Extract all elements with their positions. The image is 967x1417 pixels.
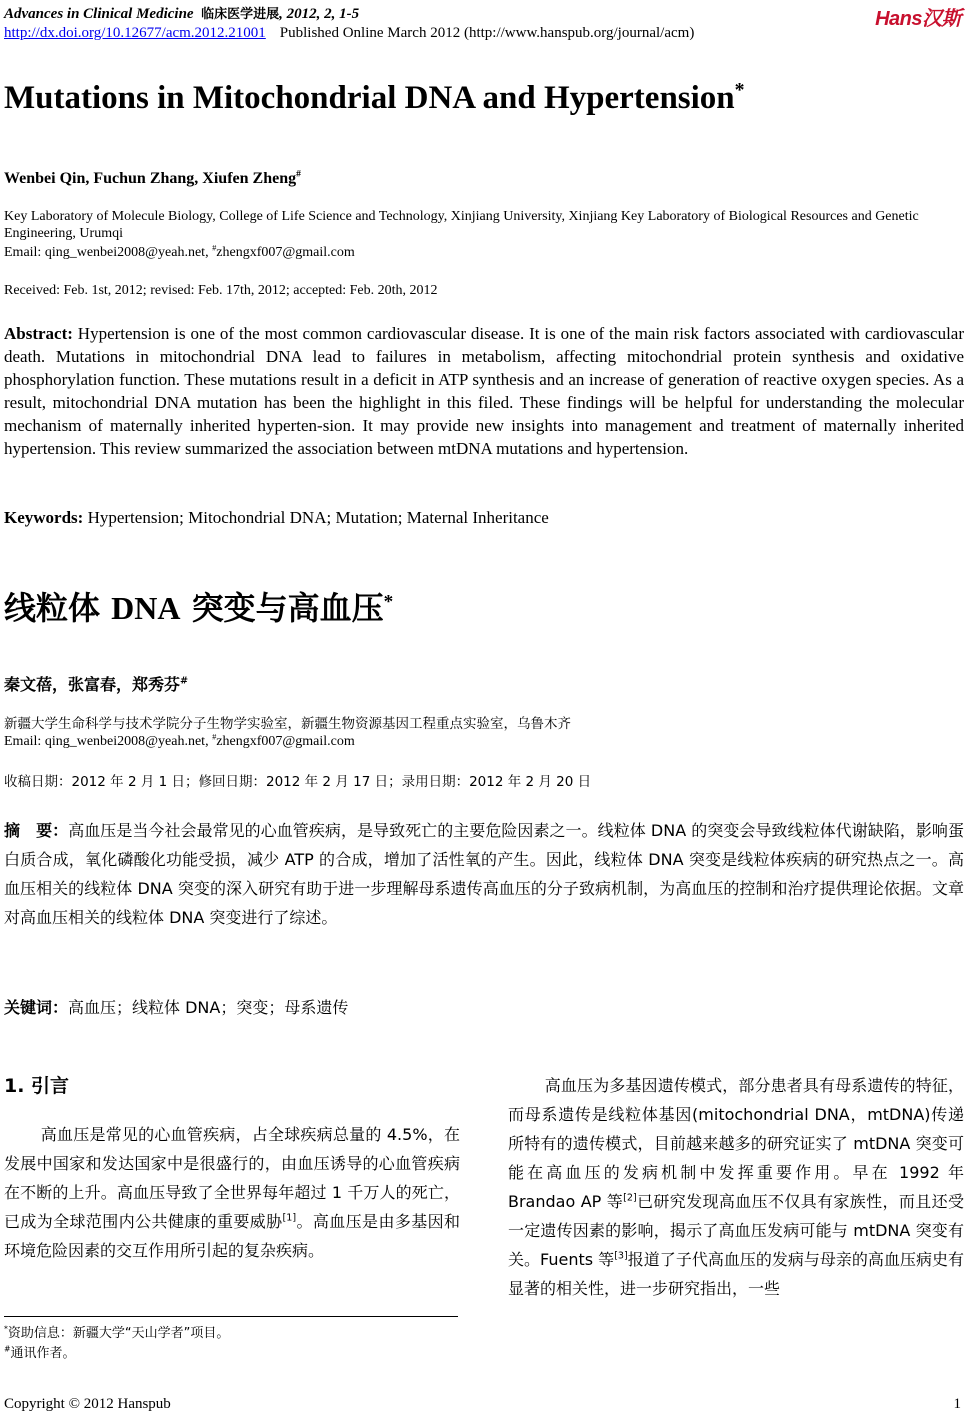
journal-header: Advances in Clinical Medicine 临床医学进展, 2012, 2, 1-5 xyxy=(4,6,360,22)
section-heading: 1. 引言 xyxy=(4,1075,70,1097)
abstract-en: Abstract: Hypertension is one of the most common cardiovascular disease. It is one of the main risk factors associated with cardiovascular death. Mutations in mitochondrial DNA lead to failures in metabolism, affecting mitochondrial protein synthesis and oxidative phosphorylation function. These mutations result in a deficit in ATP synthesis and an increase of generation of reactive oxygen species. As a result, mitochondrial DNA mutation has been the highlight in this filed. These findings will be helpful for understanding the molecular mechanism of maternally inherited hyperten-sion. It may provide new insights into management and treatment of maternally inherited hypertension. This review summarized the association between mtDNA mutations and hypertension. xyxy=(4,324,964,458)
footnote-funding: *资助信息：新疆大学“天山学者”项目。 xyxy=(4,1324,230,1341)
received-en: Received: Feb. 1st, 2012; revised: Feb. 17th, 2012; accepted: Feb. 20th, 2012 xyxy=(4,283,438,298)
body-right-column: 高血压为多基因遗传模式，部分患者具有母系遗传的特征，而母系遗传是线粒体基因(mitochondrial DNA，mtDNA)传递所特有的遗传模式，目前越来越多的研究证实了 mtDNA 突变可能在高血压的发病机制中发挥重要作用。早在 1992 年 Brandao AP 等[2]已研究发现高血压不仅具有家族性，而且还受一定遗传因素的影响，揭示了高血压发病可能与 mtDNA 突变有关。Fuents 等[3]报道了子代高血压的发病与母亲的高血压病史有显著的相关性，进一步研究指出，一些 xyxy=(508,1076,964,1298)
doi-link[interactable]: http://dx.doi.org/10.12677/acm.2012.21001 xyxy=(4,25,266,41)
hans-logo: Hans汉斯 xyxy=(875,8,961,30)
email-cn: Email: qing_wenbei2008@yeah.net, #zhengxf007@gmail.com xyxy=(4,732,355,749)
authors-en: Wenbei Qin, Fuchun Zhang, Xiufen Zheng# xyxy=(4,168,301,187)
body-left-column: 高血压是常见的心血管疾病，占全球疾病总量的 4.5%，在发展中国家和发达国家中是很盛行的，由血压诱导的心血管疾病在不断的上升。高血压导致了全世界每年超过 1 千万人的死亡，已成为全球范围内公共健康的重要威胁[1]。高血压是由多基因和环境危险因素的交互作用所引起的复杂疾病。 xyxy=(4,1125,460,1260)
authors-cn: 秦文蓓，张富春，郑秀芬# xyxy=(4,675,189,694)
page-number: 1 xyxy=(953,1396,961,1412)
footnote-corresponding: #通讯作者。 xyxy=(4,1344,76,1361)
footnote-divider xyxy=(4,1316,458,1317)
doi-line: http://dx.doi.org/10.12677/acm.2012.21001 Published Online March 2012 (http://www.hanspub.org/journal/acm) xyxy=(4,25,695,41)
keywords-en: Keywords: Hypertension; Mitochondrial DNA; Mutation; Maternal Inheritance xyxy=(4,508,549,527)
affiliation-en: Key Laboratory of Molecule Biology, College of Life Science and Technology, Xinjiang University, Xinjiang Key Laboratory of Biological Resources and Genetic Engineering, Urumqi xyxy=(4,209,919,241)
affiliation-cn: 新疆大学生命科学与技术学院分子生物学实验室，新疆生物资源基因工程重点实验室，乌鲁木齐 xyxy=(4,716,571,732)
keywords-cn: 关键词：高血压；线粒体 DNA；突变；母系遗传 xyxy=(4,998,349,1017)
paper-title-en: Mutations in Mitochondrial DNA and Hypertension* xyxy=(4,79,745,116)
received-cn: 收稿日期：2012 年 2 月 1 日；修回日期：2012 年 2 月 17 日；录用日期：2012 年 2 月 20 日 xyxy=(4,774,592,790)
paper-title-cn: 线粒体 DNA 突变与高血压* xyxy=(4,589,394,627)
footer-copyright: Copyright © 2012 Hanspub xyxy=(4,1396,171,1412)
abstract-cn: 摘 要：高血压是当今社会最常见的心血管疾病，是导致死亡的主要危险因素之一。线粒体 DNA 的突变会导致线粒体代谢缺陷，影响蛋白质合成，氧化磷酸化功能受损，减少 ATP 的合成，增加了活性氧的产生。因此，线粒体 DNA 突变是线粒体疾病的研究热点之一。高血压相关的线粒体 DNA 突变的深入研究有助于进一步理解母系遗传高血压的分子致病机制，为高血压的控制和治疗提供理论依据。文章对高血压相关的线粒体 DNA 突变进行了综述。 xyxy=(4,821,964,927)
email-en: Email: qing_wenbei2008@yeah.net, #zhengxf007@gmail.com xyxy=(4,243,355,260)
